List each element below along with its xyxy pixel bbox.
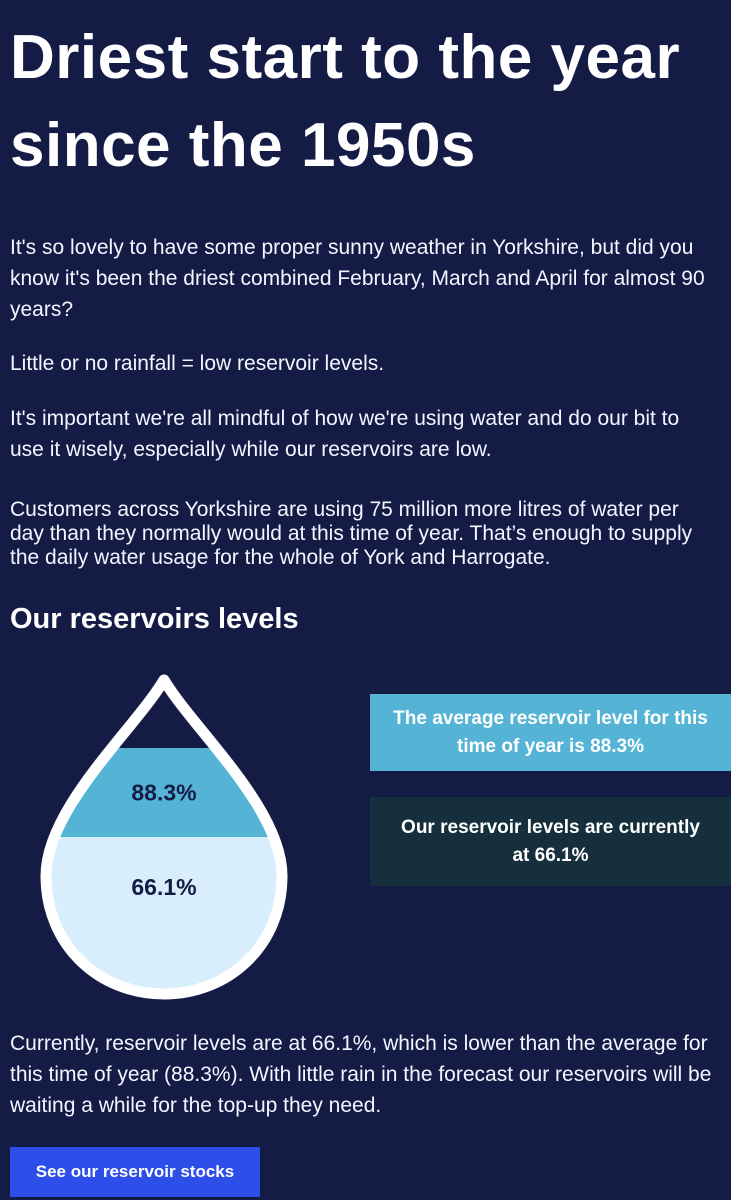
water-drop-icon <box>36 668 292 1004</box>
current-level-text: Our reservoir levels are currently at 66.1% <box>401 816 700 866</box>
reservoirs-heading: Our reservoirs levels <box>10 603 299 635</box>
average-level-label: 88.3% <box>131 779 197 806</box>
rainfall-paragraph: Little or no rainfall = low reservoir levels. <box>10 352 385 375</box>
average-level-callout <box>370 694 731 771</box>
page-title: Driest start to the year since the 1950s <box>10 23 681 180</box>
average-level-text: The average reservoir level for this time of year is 88.3% <box>393 707 708 757</box>
current-level-fill <box>36 837 292 1004</box>
summary-paragraph: Currently, reservoir levels are at 66.1%, which is lower than the average for this time of year (88.3%). With little rain in the forecast our reservoirs will be waiting a while for the top-up they need. <box>10 1032 712 1117</box>
intro-paragraph: It's so lovely to have some proper sunny weather in Yorkshire, but did you know it's been the driest combined February, March and April for almost 90 years? <box>10 236 705 321</box>
usage-paragraph: Customers across Yorkshire are using 75 million more litres of water per day than they normally would at this time of year. That’s enough to supply the daily water usage for the whole of York and Harrogate. <box>10 498 693 569</box>
reservoir-drop-graphic <box>36 668 292 1004</box>
mindful-paragraph: It's important we're all mindful of how we're using water and do our bit to use it wisely, especially while our reservoirs are low. <box>10 407 680 461</box>
current-level-callout <box>370 797 731 886</box>
reservoir-stocks-button[interactable]: See our reservoir stocks <box>10 1147 260 1197</box>
current-level-label: 66.1% <box>131 873 197 900</box>
